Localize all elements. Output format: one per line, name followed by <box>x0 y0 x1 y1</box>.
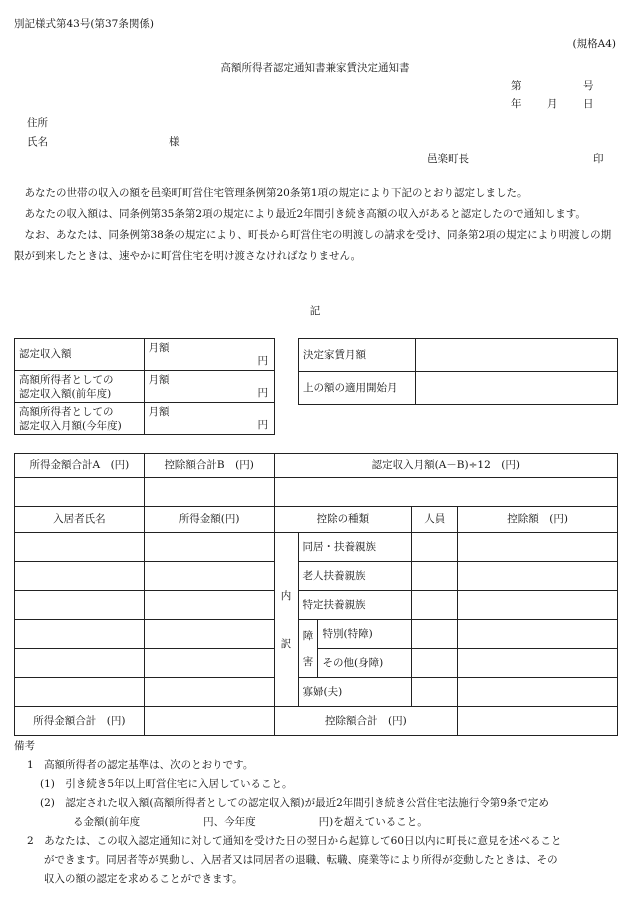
breakdown-char: 内 <box>280 589 292 602</box>
income-cell <box>144 591 274 620</box>
honorific: 様 <box>169 136 180 148</box>
paragraph-1: あなたの世帯の収入の額を邑楽町町営住宅管理条例第20条第1項の規定により下記のとおり認定しました。 <box>24 187 528 199</box>
deduction-total-footer-cell <box>458 707 618 736</box>
start-month-cell <box>415 372 617 405</box>
note-2-line-3: 収入の額の認定を求めることができます。 <box>44 873 243 885</box>
persons-cell <box>412 649 458 678</box>
prev-year-income-label <box>15 371 145 403</box>
this-year-income-cell <box>144 403 275 435</box>
income-cell <box>144 678 274 707</box>
income-cell <box>144 649 274 678</box>
start-month-label: 上の額の適用開始月 <box>299 372 416 405</box>
certified-income-label: 認定収入額 <box>15 339 145 371</box>
notes-heading: 備考 <box>14 740 35 752</box>
deduction-type: 老人扶養親族 <box>298 562 412 591</box>
income-table <box>14 338 275 435</box>
size-spec: (規格A4) <box>572 38 616 50</box>
deduction-amount-cell <box>458 562 618 591</box>
income-cell <box>144 562 274 591</box>
income-cell <box>144 620 274 649</box>
deduction-amount-cell <box>458 620 618 649</box>
label-line: 認定収入額(前年度) <box>19 387 112 400</box>
note-2-line-1: 2 あなたは、この収入認定通知に対して通知を受けた日の翌日から起算して60日以内に町長に意見を述べること <box>27 835 562 847</box>
issuer-name: 邑楽町長 <box>427 153 469 165</box>
note-1: 1 高額所得者の認定基準は、次のとおりです。 <box>27 759 254 771</box>
rent-table <box>298 338 618 405</box>
deduction-amount-cell <box>458 678 618 707</box>
deduction-type-header: 控除の種類 <box>274 507 412 533</box>
resident-name-header: 入居者氏名 <box>15 507 145 533</box>
deduction-amount-cell <box>458 591 618 620</box>
deduction-amount-header: 控除額 (円) <box>458 507 618 533</box>
deduction-amount-cell <box>458 649 618 678</box>
breakdown-char: 訳 <box>280 637 292 650</box>
address-label: 住所 <box>27 117 48 129</box>
paragraph-3: なお、あなたは、同条例第38条の規定により、町長から町営住宅の明渡しの請求を受け、同条第2項の規定により明渡しの期限が到来したときは、速やかに町営住宅を明け渡さなければなりません。 <box>14 229 612 262</box>
note-1-1: (1) 引き続き5年以上町営住宅に入居していること。 <box>40 778 293 790</box>
yen-unit: 円 <box>257 354 268 367</box>
income-total-a-header: 所得金額合計A (円) <box>15 454 145 478</box>
document-title: 高額所得者認定通知書兼家賃決定通知書 <box>220 62 410 74</box>
deduction-total-b-cell <box>144 478 274 507</box>
yen-unit: 円 <box>257 386 268 399</box>
note-1-2-line-1: (2) 認定された収入額(高額所得者としての認定収入額)が最近2年間引き続き公営住宅法施行令第9条で定め <box>40 797 549 809</box>
resident-name-cell <box>15 649 145 678</box>
breakdown-label <box>274 533 298 707</box>
certified-monthly-cell <box>274 478 617 507</box>
date-year: 年 <box>511 98 522 110</box>
certified-monthly-header: 認定収入月額(A－B)÷12 (円) <box>274 454 617 478</box>
note-1-2-line-2: る金額(前年度 円、今年度 円)を超えていること。 <box>73 816 428 828</box>
persons-cell <box>412 620 458 649</box>
deduction-total-footer: 控除額合計 (円) <box>274 707 458 736</box>
label-line: 高額所得者としての <box>19 405 114 418</box>
income-header: 所得金額(円) <box>144 507 274 533</box>
form-number: 別記様式第43号(第37条関係) <box>14 18 154 30</box>
body-paragraphs <box>14 183 616 267</box>
yen-unit: 円 <box>257 418 268 431</box>
monthly-label: 月額 <box>148 342 170 354</box>
rent-label: 決定家賃月額 <box>299 339 416 372</box>
income-cell <box>144 533 274 562</box>
ki-heading: 記 <box>309 305 321 317</box>
paragraph-2: あなたの収入額は、同条例第35条第2項の規定により最近2年間引き続き高額の収入があると認定したので通知します。 <box>24 208 586 220</box>
persons-cell <box>412 591 458 620</box>
label-line: 高額所得者としての <box>19 373 114 386</box>
doc-no-prefix: 第 <box>511 80 522 92</box>
persons-header: 人員 <box>412 507 458 533</box>
monthly-label: 月額 <box>148 406 170 418</box>
persons-cell <box>412 678 458 707</box>
deduction-type: 特別(特障) <box>318 620 412 649</box>
monthly-label: 月額 <box>148 374 170 386</box>
rent-value-cell <box>415 339 617 372</box>
deduction-amount-cell <box>458 533 618 562</box>
deduction-type: その他(身障) <box>318 649 412 678</box>
income-detail-table <box>14 453 618 736</box>
income-total-footer-cell <box>144 707 274 736</box>
resident-name-cell <box>15 591 145 620</box>
resident-name-cell <box>15 678 145 707</box>
this-year-income-label <box>15 403 145 435</box>
doc-no-suffix: 号 <box>583 80 594 92</box>
disability-char: 障 <box>302 629 314 642</box>
income-total-footer: 所得金額合計 (円) <box>15 707 145 736</box>
persons-cell <box>412 562 458 591</box>
name-label: 氏名 <box>27 136 48 148</box>
deduction-type: 特定扶養親族 <box>298 591 412 620</box>
date-day: 日 <box>583 98 594 110</box>
certified-income-cell <box>144 339 275 371</box>
prev-year-income-cell <box>144 371 275 403</box>
seal-mark: 印 <box>593 153 604 165</box>
resident-name-cell <box>15 533 145 562</box>
deduction-type: 同居・扶養親族 <box>298 533 412 562</box>
date-month: 月 <box>547 98 558 110</box>
deduction-total-b-header: 控除額合計B (円) <box>144 454 274 478</box>
note-2-line-2: ができます。同居者等が異動し、入居者又は同居者の退職、転職、廃業等により所得が変動したときは、その <box>44 854 558 866</box>
deduction-type: 寡婦(夫) <box>298 678 412 707</box>
income-total-a-cell <box>15 478 145 507</box>
disability-label <box>298 620 318 678</box>
persons-cell <box>412 533 458 562</box>
resident-name-cell <box>15 620 145 649</box>
label-line: 認定収入月額(今年度) <box>19 419 122 432</box>
disability-char: 害 <box>302 655 314 668</box>
resident-name-cell <box>15 562 145 591</box>
